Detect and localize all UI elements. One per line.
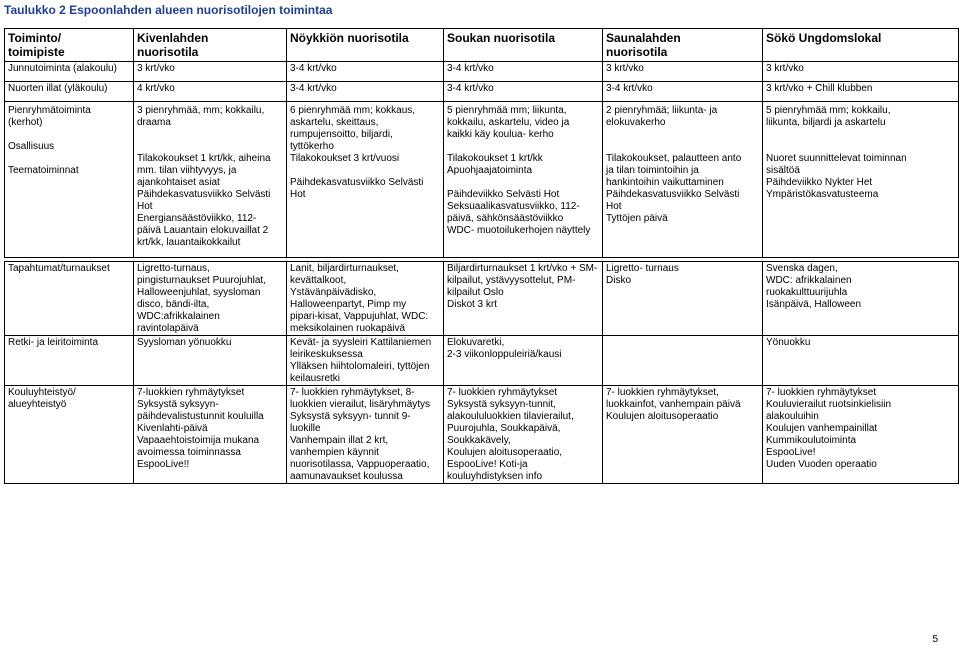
header-cell: Nöykkiön nuorisotila [287, 29, 444, 62]
header-cell: Sökö Ungdomslokal [763, 29, 959, 62]
table-cell: 3 pienryhmää, mm; kokkailu, draama Tilakokoukset 1 krt/kk, aiheina mm. tilan viihtyvyys, ja ajankohtaiset asiat Päihdekasvatusviikko Selvästi Hot Energiansäästöviikko, 112- päivä Lauantain elokuvaillat 2 krt/kk, lauantaikokkailut [134, 102, 287, 258]
row-label: Tapahtumat/turnaukset [5, 262, 134, 336]
table-cell: 2 pienryhmää; liikunta- ja elokuvakerho Tilakokoukset, palautteen anto ja tilan toimintoihin ja hankintoihin vaikuttaminen Päihdekasvatusviikko Selvästi Hot Tyttöjen päivä [603, 102, 763, 258]
table-cell: Elokuvaretki, 2-3 viikonloppuleiriä/kausi [444, 336, 603, 386]
row-label: Junnutoiminta (alakoulu) [5, 62, 134, 82]
table-cell: 7- luokkien ryhmäytykset Kouluvierailut ruotsinkielisiin alakouluihin Koulujen vanhempainillat Kummikoulutoiminta EspooLive! Uuden Vuoden operaatio [763, 386, 959, 484]
table-cell: 3-4 krt/vko [287, 62, 444, 82]
table-row [5, 82, 959, 102]
table-cell: Yönuokku [763, 336, 959, 386]
header-cell: Toiminto/ toimipiste [5, 29, 134, 62]
table-row [5, 336, 959, 386]
header-cell: Kivenlahden nuorisotila [134, 29, 287, 62]
table-cell: 7- luokkien ryhmäytykset, luokkainfot, vanhempain päivä Koulujen aloitusoperaatio [603, 386, 763, 484]
table-cell: Kevät- ja syysleiri Kattilaniemen leirikeskuksessa Ylläksen hiihtolomaleiri, tyttöjen keilausretki [287, 336, 444, 386]
table-cell: Ligretto-turnaus, pingisturnaukset Puurojuhlat, Halloweenjuhlat, syysloman disco, bändi-ilta, WDC:afrikkalainen ravintolapäivä [134, 262, 287, 336]
table-cell [603, 336, 763, 386]
table-cell: 3-4 krt/vko [444, 82, 603, 102]
table-cell: 3-4 krt/vko [603, 82, 763, 102]
table-cell: 3 krt/vko [603, 62, 763, 82]
table-cell: 3 krt/vko [134, 62, 287, 82]
table-cell: 6 pienryhmää mm; kokkaus, askartelu, skeittaus, rumpujensoitto, biljardi, tyttökerho Tilakokoukset 3 krt/vuosi Päihdekasvatusviikko Selvästi Hot [287, 102, 444, 258]
table-row [5, 262, 959, 336]
table-cell: Biljardirturnaukset 1 krt/vko + SM- kilpailut, ystävyysottelut, PM- kilpailut Oslo Diskot 3 krt [444, 262, 603, 336]
table-cell: 3-4 krt/vko [444, 62, 603, 82]
table-cell: 7- luokkien ryhmäytykset, 8- luokkien vierailut, lisäryhmäytys Syksystä syksyyn- tunnit 9- luokille Vanhempain illat 2 krt, vanhempien käynnit nuorisotilassa, Vappuoperaatio, aamunavaukset koulussa [287, 386, 444, 484]
table-cell: 4 krt/vko [134, 82, 287, 102]
table-cell: 7-luokkien ryhmäytykset Syksystä syksyyn- päihdevalistustunnit kouluilla Kivenlahti-päivä Vapaaehtoistoimija mukana avoimessa toiminnassa EspooLive!! [134, 386, 287, 484]
row-label: Retki- ja leiritoiminta [5, 336, 134, 386]
page-number: 5 [932, 634, 938, 645]
header-cell: Saunalahden nuorisotila [603, 29, 763, 62]
events-table [4, 261, 959, 484]
activities-table [4, 28, 959, 258]
table-cell: Svenska dagen, WDC: afrikkalainen ruokakulttuurijuhla Isänpäivä, Halloween [763, 262, 959, 336]
table-cell: 3 krt/vko [763, 62, 959, 82]
header-row [5, 29, 959, 62]
row-label: Nuorten illat (yläkoulu) [5, 82, 134, 102]
table-cell: Lanit, biljardirturnaukset, kevättalkoot, Ystävänpäivädisko, Halloweenpartyt, Pimp my pipari-kisat, Vappujuhlat, WDC: meksikolainen ruokapäivä [287, 262, 444, 336]
header-cell: Soukan nuorisotila [444, 29, 603, 62]
table-cell: 5 pienryhmää mm; liikunta, kokkailu, askartelu, video ja kaikki käy koulua- kerho Tilakokoukset 1 krt/kk Apuohjaajatoiminta Päihdeviikko Selvästi Hot Seksuaalikasvatusviikko, 112- päivä, sähkönsäästöviikko WDC- muotoilukerhojen näyttely [444, 102, 603, 258]
table-caption: Taulukko 2 Espoonlahden alueen nuorisotilojen toimintaa [4, 3, 333, 17]
table-cell: 3 krt/vko + Chill klubben [763, 82, 959, 102]
table-row [5, 102, 959, 258]
table-cell: 5 pienryhmää mm; kokkailu, liikunta, biljardi ja askartelu Nuoret suunnittelevat toiminnan sisältöä Päihdeviikko Nykter Het Ympäristökasvatusteema [763, 102, 959, 258]
table-row [5, 386, 959, 484]
table-cell: 3-4 krt/vko [287, 82, 444, 102]
row-label: Kouluyhteistyö/ alueyhteistyö [5, 386, 134, 484]
table-cell: Ligretto- turnaus Disko [603, 262, 763, 336]
row-label: Pienryhmätoiminta (kerhot) Osallisuus Teematoiminnat [5, 102, 134, 258]
table-row [5, 62, 959, 82]
table-cell: 7- luokkien ryhmäytykset Syksystä syksyyn-tunnit, alakoululuokkien tilavierailut, Puurojuhla, Soukkapäivä, Soukkakävely, Koulujen aloitusoperaatio, EspooLive! Koti-ja kouluyhdistyksen info [444, 386, 603, 484]
table-cell: Syysloman yönuokku [134, 336, 287, 386]
